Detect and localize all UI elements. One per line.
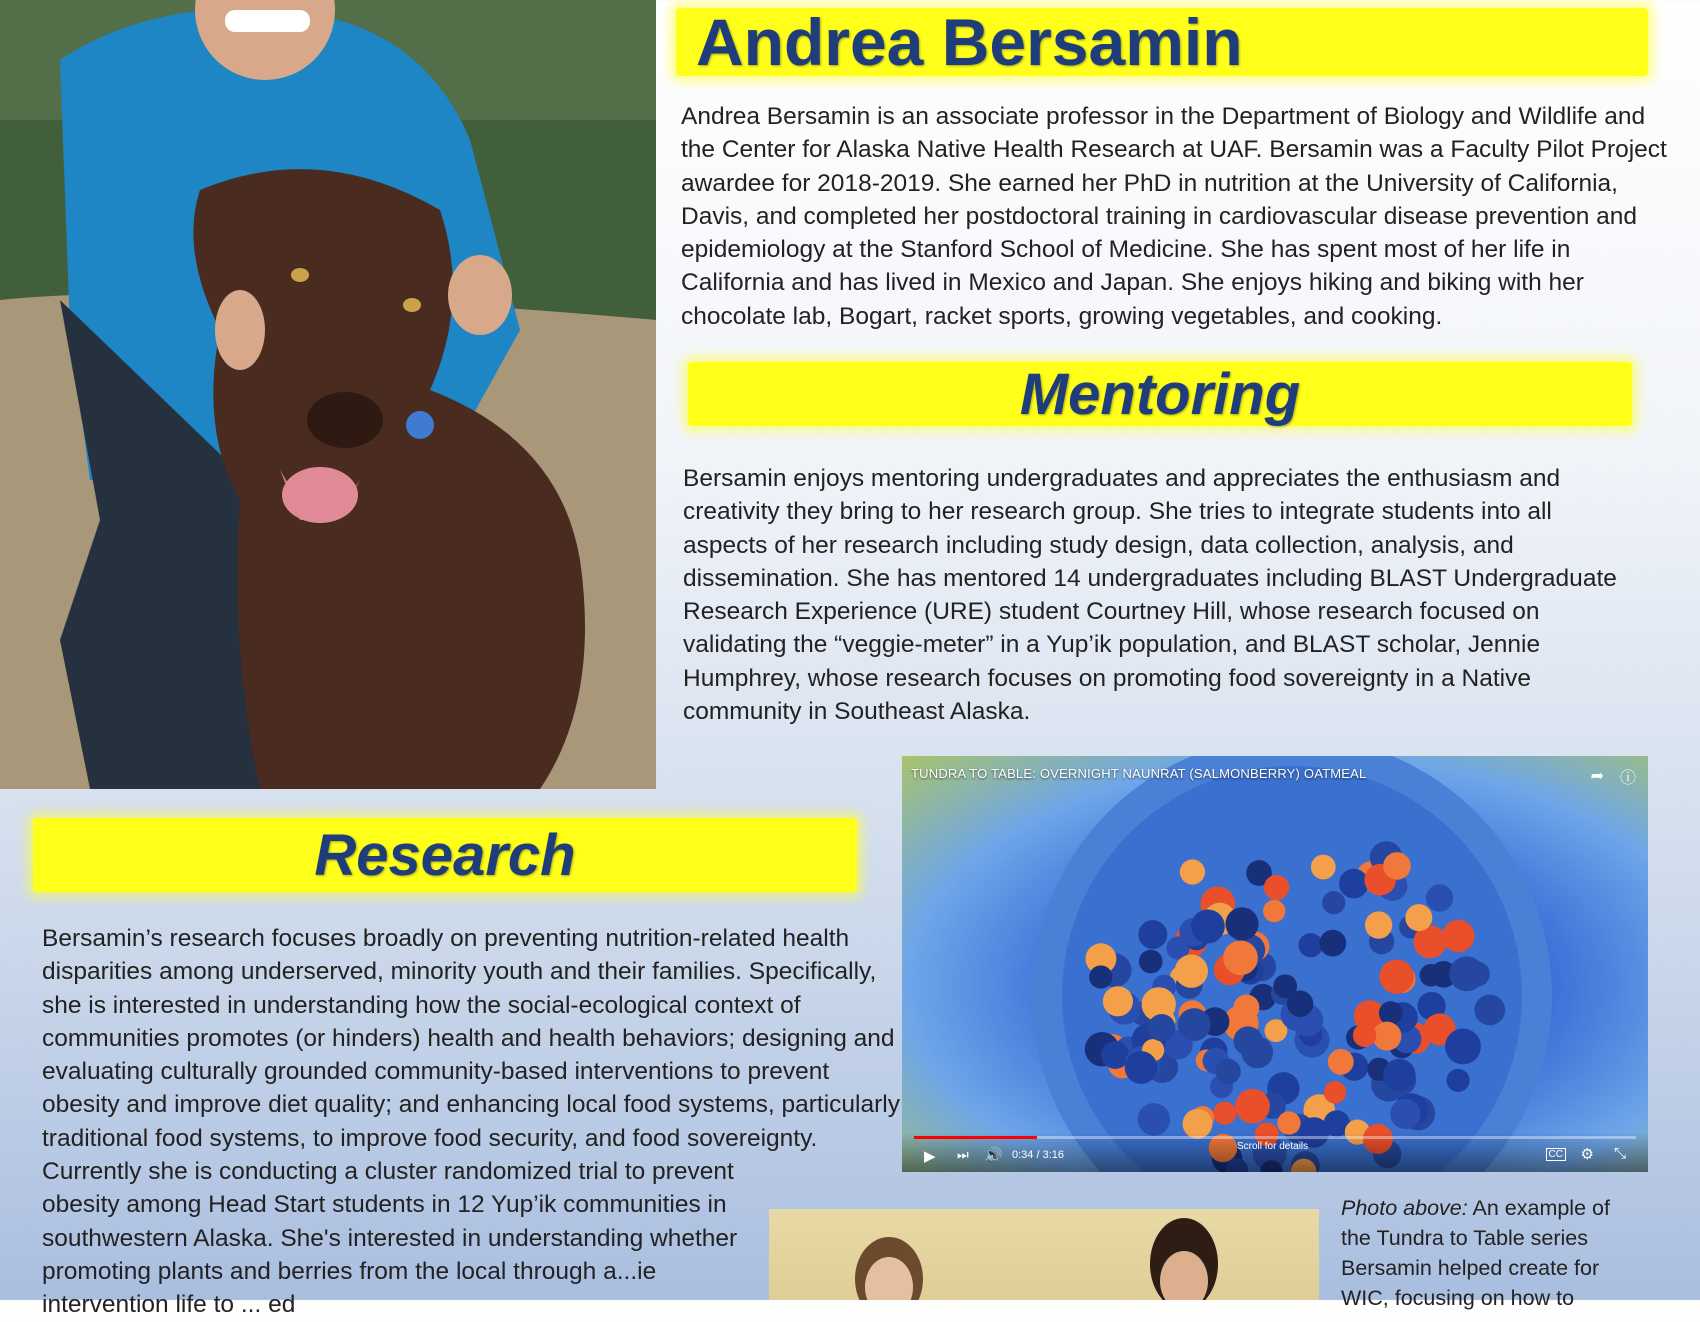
berry [1138, 1103, 1171, 1136]
students-photo [769, 1209, 1319, 1300]
berry [1215, 1059, 1240, 1084]
berry [1287, 991, 1313, 1017]
berry [1242, 1037, 1274, 1069]
settings-icon[interactable]: ⚙ [1580, 1146, 1594, 1163]
berry [1319, 930, 1346, 957]
berry [1178, 1008, 1211, 1041]
name-heading: Andrea Bersamin [676, 8, 1648, 76]
research-heading: Research [33, 818, 857, 892]
berry [1379, 959, 1413, 993]
video-time: 0:34 / 3:16 [1012, 1149, 1064, 1161]
video-progress-fill [914, 1136, 1037, 1139]
next-icon[interactable]: ⏭ [957, 1147, 969, 1162]
video-title: TUNDRA TO TABLE: OVERNIGHT NAUNRAT (SALMONBERRY) OATMEAL [911, 766, 1367, 781]
scroll-hint[interactable]: Scroll for details [1237, 1141, 1309, 1152]
berry [1125, 1051, 1158, 1084]
berry [1339, 869, 1369, 899]
caption-lead: Photo above: [1341, 1196, 1468, 1220]
berry [1383, 1059, 1416, 1092]
portrait-photo [0, 0, 656, 789]
berry [1103, 986, 1133, 1016]
info-icon[interactable]: ⓘ [1619, 770, 1636, 787]
berry [1379, 1001, 1403, 1025]
berry [1447, 1069, 1470, 1092]
berry [1390, 1099, 1420, 1129]
berry [1175, 955, 1208, 988]
research-text-narrow: Currently she is conducting a cluster randomized trial to prevent obesity among Head Start students in 12 Yup’ik communities in southwestern Alaska. She's interested in understanding whether promoting plants and berries from the local through a...ie intervention life to ... ed [42, 1158, 738, 1319]
photo-caption [1341, 1193, 1641, 1313]
berry [1180, 859, 1205, 884]
berry [1324, 1081, 1346, 1103]
berry [1383, 852, 1411, 880]
berry [1445, 1028, 1481, 1064]
berry [1442, 920, 1474, 952]
berry [1311, 855, 1336, 880]
berry [1465, 961, 1490, 986]
berry [1191, 909, 1225, 943]
berry [1298, 933, 1322, 957]
berry [1474, 995, 1505, 1026]
play-icon[interactable]: ▶ [924, 1148, 936, 1165]
berry [1148, 1014, 1175, 1041]
mentoring-paragraph: Bersamin enjoys mentoring undergraduates and appreciates the enthusiasm and creativity they bring to her research group. She tries to integrate students into all aspects of her research including study design, data collection, analysis, and dissemination. She has mentored 14 undergraduates including BLAST Undergraduate Research Experience (URE) student Courtney Hill, whose research focused on validating the “veggie-meter” in a Yup’ik population, and BLAST scholar, Jennie Humphrey, whose research focuses on promoting food sovereignty in a Native community in Southeast Alaska. [683, 465, 1617, 726]
video-player[interactable] [902, 756, 1648, 1172]
share-icon[interactable]: ➦ [1590, 768, 1604, 785]
berry [1235, 1089, 1270, 1124]
berry [1405, 904, 1432, 931]
berry [1213, 1102, 1236, 1125]
berry [1328, 1049, 1354, 1075]
video-progress-bar[interactable] [914, 1136, 1636, 1139]
volume-icon[interactable]: 🔊 [984, 1147, 1003, 1164]
berry [1264, 875, 1289, 900]
fullscreen-exit-icon[interactable]: ⤡ [1613, 1145, 1626, 1162]
captions-icon[interactable]: CC [1546, 1148, 1566, 1161]
berry [1089, 965, 1112, 988]
berry [1225, 907, 1258, 940]
mentoring-heading: Mentoring [688, 362, 1632, 426]
berry [1372, 1022, 1401, 1051]
berry [1426, 884, 1453, 911]
caption-text: An example of the Tundra to Table series Bersamin helped create for WIC, focusing on how to [1341, 1196, 1610, 1310]
bio-paragraph: Andrea Bersamin is an associate professor in the Department of Biology and Wildlife and the Center for Alaska Native Health Research at UAF. Bersamin was a Faculty Pilot Project awardee for 2018-2019. She earned her PhD in nutrition at the University of California, Davis, and completed her postdoctoral training in cardiovascular disease prevention and epidemiology at the Stanford School of Medicine. She has spent most of her life in California and has lived in Mexico and Japan. She enjoys hiking and biking with her chocolate lab, Bogart, racket sports, growing vegetables, and cooking. [681, 103, 1667, 330]
berry [1365, 911, 1392, 938]
berry [1138, 920, 1167, 949]
video-controls [902, 1132, 1648, 1172]
research-text-wide: Bersamin’s research focuses broadly on preventing nutrition-related health disparities among underserved, minority youth and their families. Specifically, she is interested in understanding how the social-ecological context of communities promotes (or hinders) health and health behaviors; designing and evaluating culturally grounded community-based interventions to prevent obesity and improve diet quality; and enhancing local food systems, particularly traditional food systems, to improve food security, and food sovereignty. [42, 925, 900, 1152]
berry [1139, 950, 1163, 974]
berry [1322, 891, 1345, 914]
berry [1353, 1024, 1376, 1047]
berry [1223, 940, 1258, 975]
berry [1263, 900, 1285, 922]
